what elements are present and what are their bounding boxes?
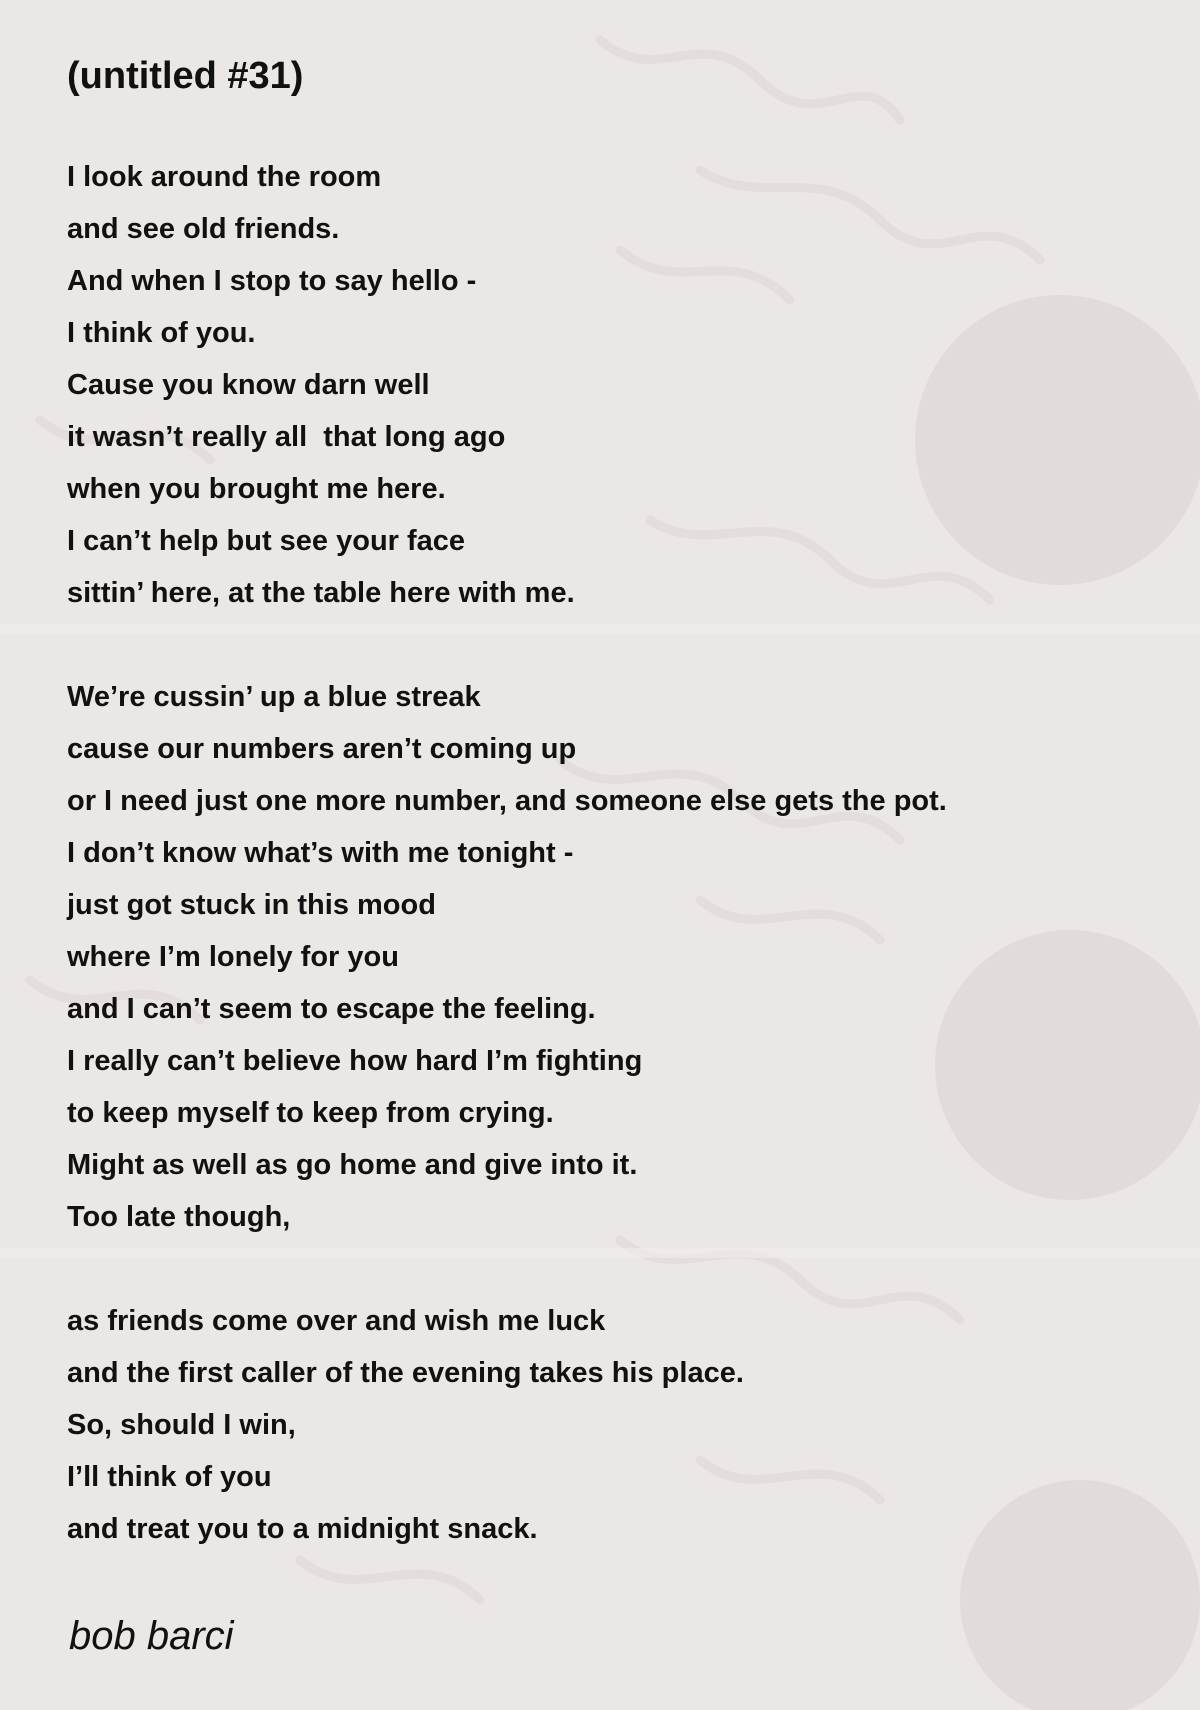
watermark-blot-top bbox=[915, 295, 1200, 585]
poem-line: cause our numbers aren’t coming up bbox=[67, 733, 577, 765]
stanza-1 bbox=[67, 151, 575, 619]
poem-line: and the first caller of the evening takes his place. bbox=[67, 1357, 744, 1389]
poem-line: I think of you. bbox=[67, 317, 256, 349]
poem-line: and see old friends. bbox=[67, 213, 340, 245]
poem-line: and I can’t seem to escape the feeling. bbox=[67, 993, 596, 1025]
poem-line: We’re cussin’ up a blue streak bbox=[67, 681, 481, 713]
poem-title: (untitled #31) bbox=[67, 55, 304, 97]
watermark-blot-middle bbox=[935, 930, 1200, 1200]
poem-line: I don’t know what’s with me tonight - bbox=[67, 837, 574, 869]
poem-line: where I’m lonely for you bbox=[67, 941, 399, 973]
poem-line: when you brought me here. bbox=[67, 473, 446, 505]
poem-line: Too late though, bbox=[67, 1201, 291, 1233]
poem-line: I can’t help but see your face bbox=[67, 525, 466, 557]
poem-line: sittin’ here, at the table here with me. bbox=[67, 577, 575, 609]
poem-line: it wasn’t really all that long ago bbox=[67, 421, 506, 453]
poem-line: Cause you know darn well bbox=[67, 369, 430, 401]
poem-line: just got stuck in this mood bbox=[67, 889, 436, 921]
poem-line: or I need just one more number, and someone else gets the pot. bbox=[67, 785, 947, 817]
poem-line: And when I stop to say hello - bbox=[67, 265, 477, 297]
poem-line: I look around the room bbox=[67, 161, 382, 193]
stanza-3 bbox=[67, 1295, 744, 1555]
poem-line: Might as well as go home and give into it. bbox=[67, 1149, 638, 1181]
poem-line: So, should I win, bbox=[67, 1409, 296, 1441]
poem-line: to keep myself to keep from crying. bbox=[67, 1097, 554, 1129]
poem-author: bob barci bbox=[69, 1614, 234, 1658]
poem-line: I really can’t believe how hard I’m fighting bbox=[67, 1045, 643, 1077]
stanza-2 bbox=[67, 671, 947, 1243]
poem-line: and treat you to a midnight snack. bbox=[67, 1513, 538, 1545]
watermark-blot-bottom bbox=[960, 1480, 1200, 1710]
poem-line: as friends come over and wish me luck bbox=[67, 1305, 606, 1337]
poem-line: I’ll think of you bbox=[67, 1461, 272, 1493]
